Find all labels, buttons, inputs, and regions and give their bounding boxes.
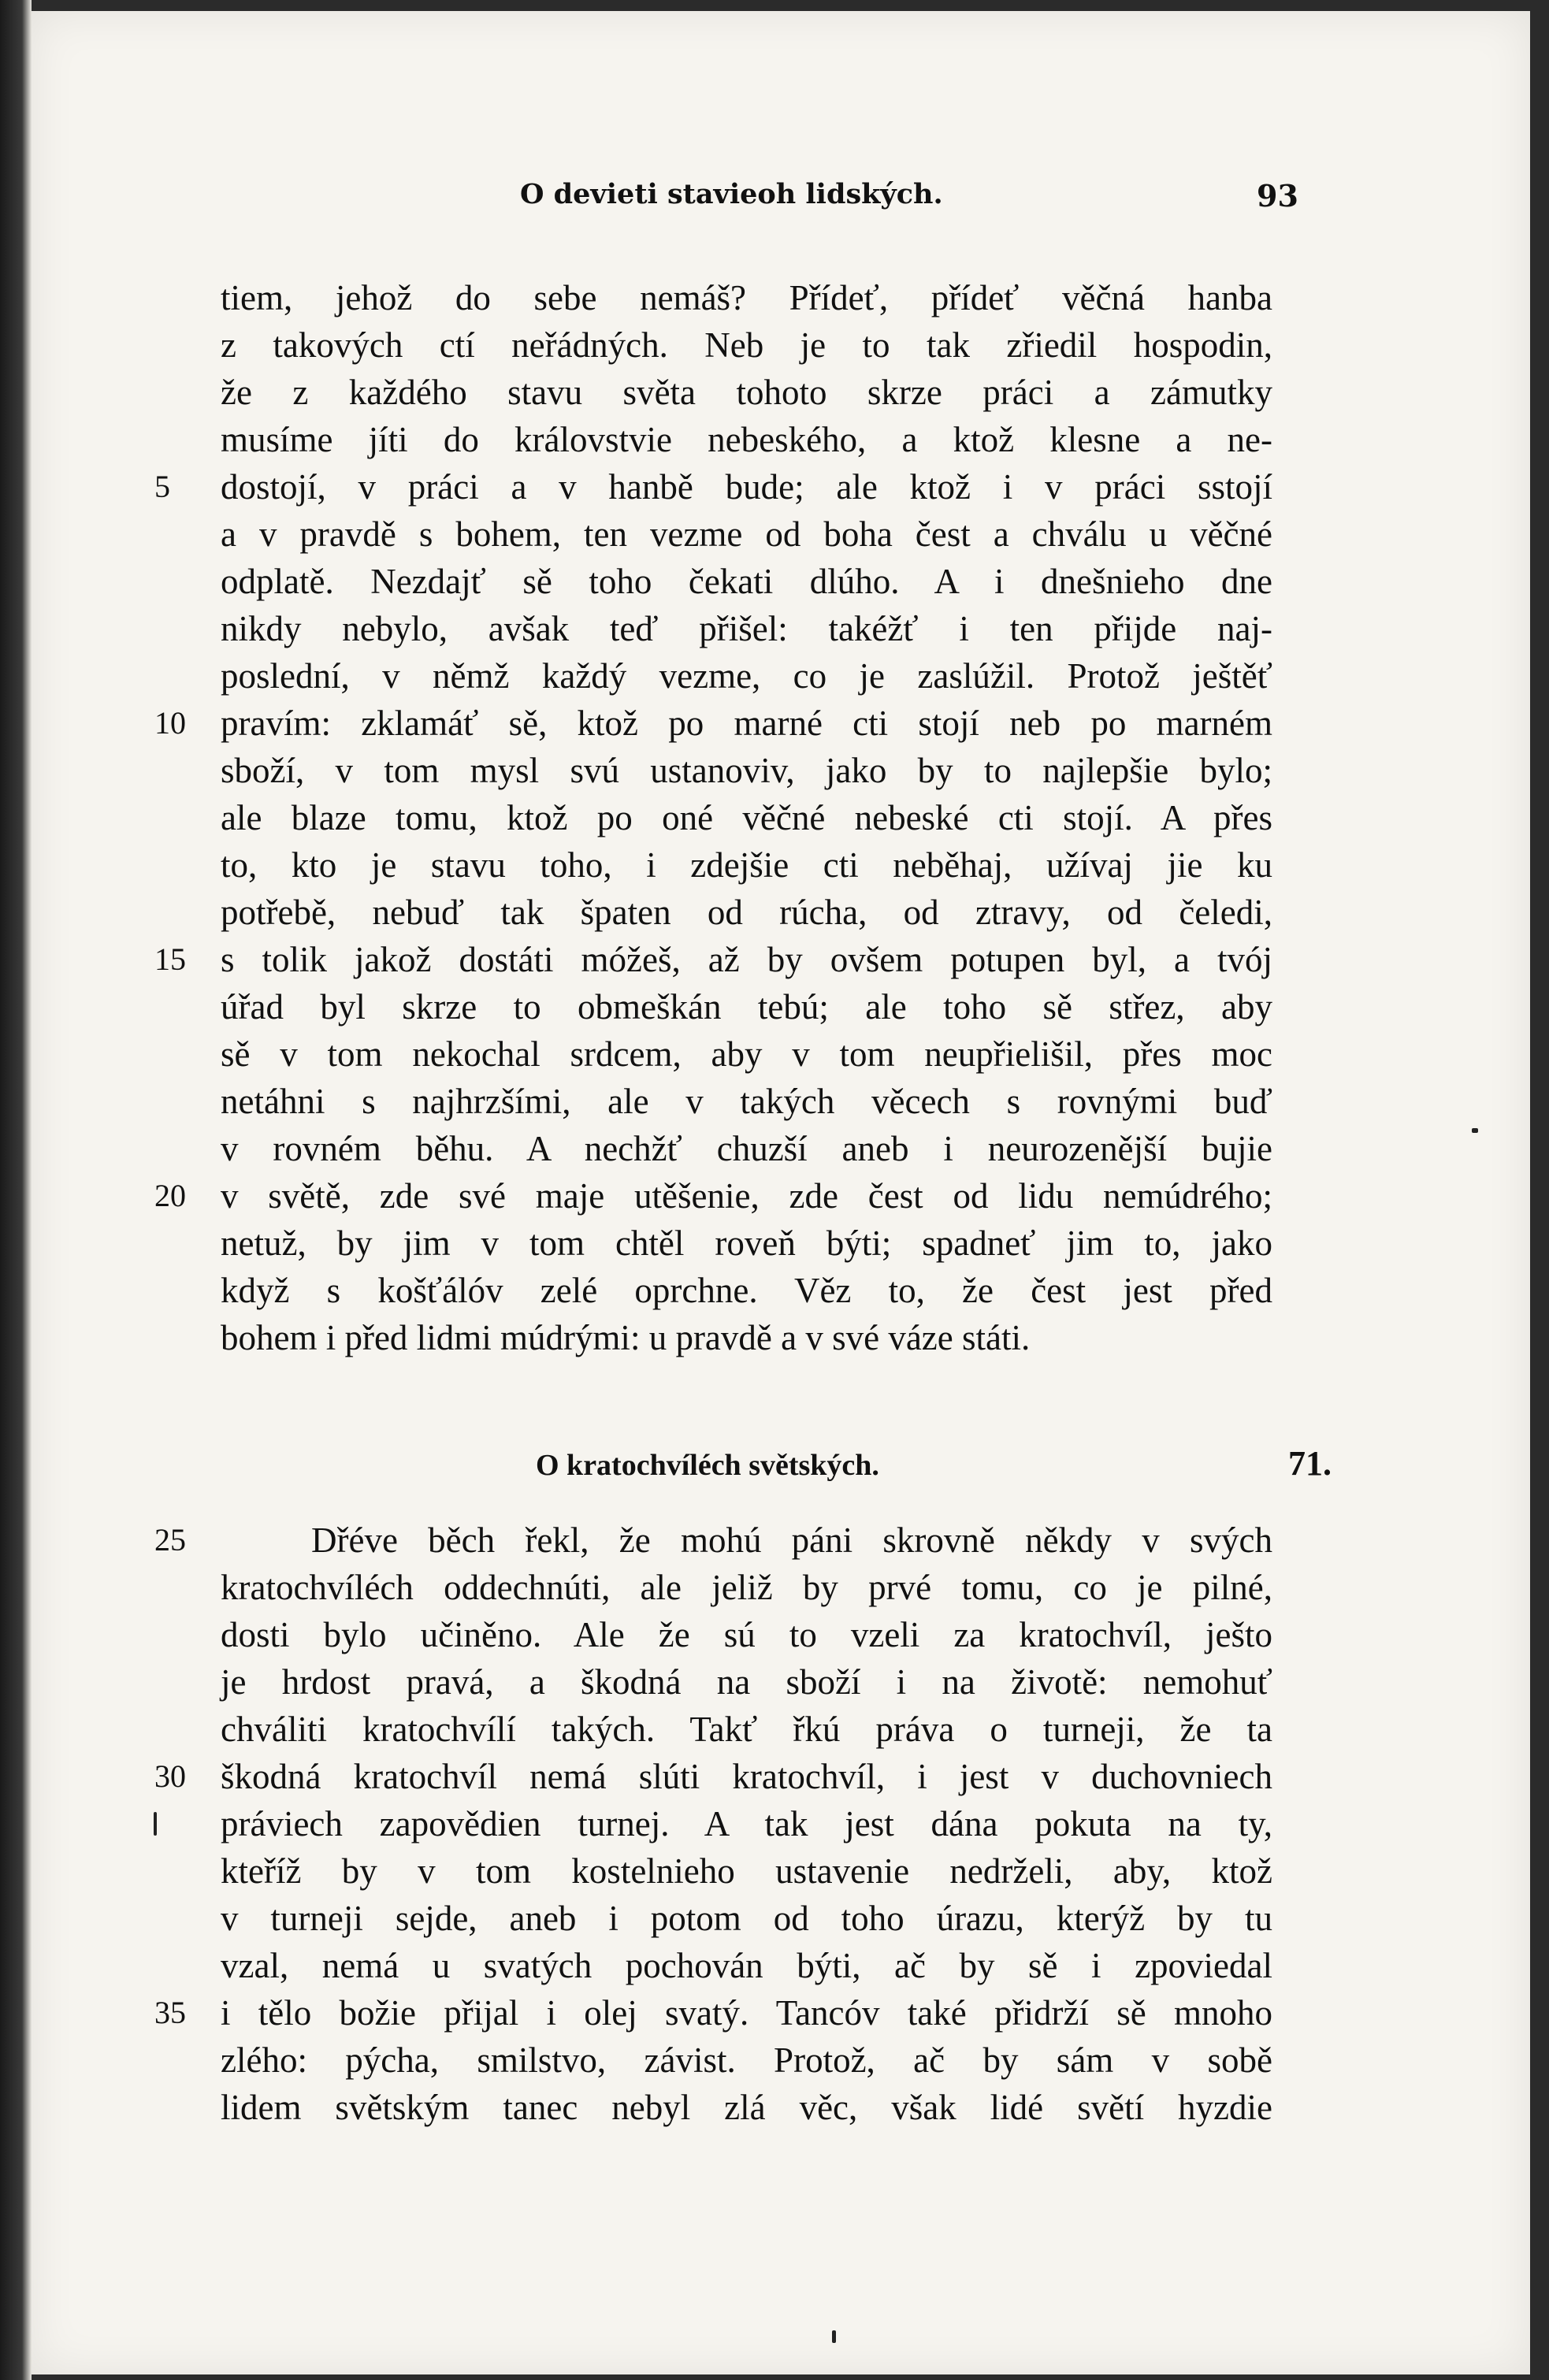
text-line: a v pravdě s bohem, ten vezme od boha čest a chválu u věčné bbox=[221, 514, 1272, 554]
scan-speck bbox=[154, 1812, 157, 1836]
text-line: bohem i před lidmi múdrými: u pravdě a v své váze státi. bbox=[221, 1318, 1031, 1357]
scan-speck bbox=[1472, 1128, 1478, 1133]
text-line: ale blaze tomu, ktož po oné věčné nebeské cti stojí. A přes bbox=[221, 798, 1272, 837]
text-line: úřad byl skrze to obmeškán tebú; ale toho sě střez, aby bbox=[221, 987, 1272, 1027]
text-line: s tolik jakož dostáti móžeš, až by ovšem potupen byl, a tvój bbox=[221, 940, 1272, 979]
text-line: v turneji sejde, aneb i potom od toho úrazu, kterýž by tu bbox=[221, 1899, 1272, 1938]
text-line: netuž, by jim v tom chtěl roveň býti; spadneť jim to, jako bbox=[221, 1223, 1272, 1263]
text-line: nikdy nebylo, avšak teď přišel: takéžť i ten přijde naj- bbox=[221, 609, 1272, 648]
running-title: O devieti stavieoh lidských. bbox=[520, 178, 943, 210]
text-line: zlého: pýcha, smilstvo, závist. Protož, ač by sám v sobě bbox=[221, 2040, 1272, 2080]
line-number: 25 bbox=[154, 1522, 186, 1558]
text-line: i tělo božie přijal i olej svatý. Tancóv také přidrží sě mnoho bbox=[221, 1993, 1272, 2033]
text-line: dosti bylo učiněno. Ale že sú to vzeli za kratochvíl, ješto bbox=[221, 1615, 1272, 1654]
line-number: 30 bbox=[154, 1758, 186, 1794]
text-line: kteříž by v tom kostelnieho ustavenie nedrželi, aby, ktož bbox=[221, 1851, 1272, 1891]
text-line: potřebě, nebuď tak špaten od rúcha, od ztravy, od čeledi, bbox=[221, 893, 1272, 932]
text-line: odplatě. Nezdajť sě toho čekati dlúho. A i dnešnieho dne bbox=[221, 562, 1272, 601]
line-number: 35 bbox=[154, 1995, 186, 2030]
text-line: že z každého stavu světa tohoto skrze práci a zámutky bbox=[221, 373, 1272, 412]
text-line: škodná kratochvíl nemá slúti kratochvíl, i jest v duchovniech bbox=[221, 1757, 1272, 1796]
scan-speck bbox=[832, 2330, 836, 2343]
text-line: když s košťálóv zelé oprchne. Věz to, že čest jest před bbox=[221, 1271, 1272, 1310]
text-line: z takových ctí neřádných. Neb je to tak zřiedil hospodin, bbox=[221, 325, 1272, 365]
text-line: to, kto je stavu toho, i zdejšie cti neběhaj, užívaj jie ku bbox=[221, 845, 1272, 885]
text-line: lidem světským tanec nebyl zlá věc, však lidé světí hyzdie bbox=[221, 2088, 1272, 2127]
text-line: musíme jíti do královstvie nebeského, a ktož klesne a ne- bbox=[221, 420, 1272, 459]
line-number: 10 bbox=[154, 705, 186, 741]
page-number: 93 bbox=[1257, 178, 1298, 213]
text-line: pravím: zklamáť sě, ktož po marné cti stojí neb po marném bbox=[221, 704, 1272, 743]
text-line: sě v tom nekochal srdcem, aby v tom neupřielišil, přes moc bbox=[221, 1034, 1272, 1074]
scan-left-edge bbox=[0, 0, 32, 2380]
line-number: 20 bbox=[154, 1178, 186, 1213]
line-number: 5 bbox=[154, 469, 170, 504]
section-number: 71. bbox=[1288, 1444, 1332, 1483]
text-line: kratochvíléch oddechnúti, ale jeliž by prvé tomu, co je pilné, bbox=[221, 1568, 1272, 1607]
text-line: práviech zapovědien turnej. A tak jest dána pokuta na ty, bbox=[221, 1804, 1272, 1843]
text-line: Dřéve běch řekl, že mohú páni skrovně někdy v svých bbox=[311, 1520, 1272, 1560]
text-line: tiem, jehož do sebe nemáš? Přídeť, přídeť věčná hanba bbox=[221, 278, 1272, 317]
text-line: netáhni s najhrzšími, ale v takých věcech s rovnými buď bbox=[221, 1082, 1272, 1121]
text-line: vzal, nemá u svatých pochován býti, ač by sě i zpoviedal bbox=[221, 1946, 1272, 1985]
text-line: poslední, v němž každý vezme, co je zaslúžil. Protož ještěť bbox=[221, 656, 1272, 696]
text-line: chváliti kratochvílí takých. Takť řkú práva o turneji, že ta bbox=[221, 1710, 1272, 1749]
text-line: sboží, v tom mysl svú ustanoviv, jako by to najlepšie bylo; bbox=[221, 751, 1272, 790]
text-line: je hrdost pravá, a škodná na sboží i na životě: nemohuť bbox=[221, 1662, 1272, 1702]
line-number: 15 bbox=[154, 941, 186, 977]
text-line: dostojí, v práci a v hanbě bude; ale ktož i v práci sstojí bbox=[221, 467, 1272, 507]
text-line: v světě, zde své maje utěšenie, zde čest od lidu nemúdrého; bbox=[221, 1176, 1272, 1216]
text-line: v rovném běhu. A nechžť chuzší aneb i neurozenější bujie bbox=[221, 1129, 1272, 1168]
section-heading: O kratochvíléch světských. bbox=[536, 1449, 879, 1482]
